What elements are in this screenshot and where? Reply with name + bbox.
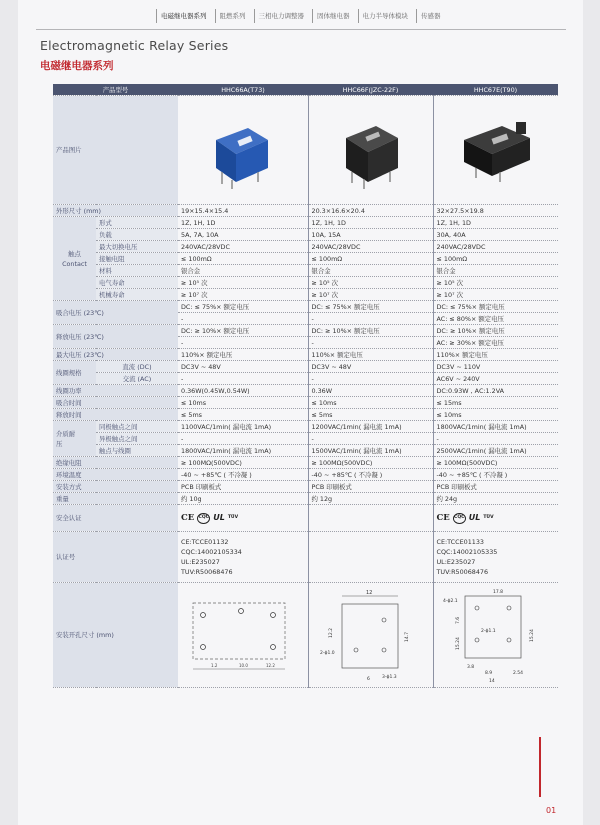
- certno-3: [433, 532, 558, 583]
- cell: -: [308, 433, 433, 445]
- cell: 240VAC/28VDC: [178, 241, 308, 253]
- cell: 10A, 15A: [308, 229, 433, 241]
- cell: ≥ 10⁵ 次: [308, 277, 433, 289]
- contact-row: [53, 265, 558, 277]
- cell: AC: ≤ 80%× 额定电压: [433, 313, 558, 325]
- safety-marks-1: [178, 505, 308, 532]
- coil-row: [53, 373, 558, 385]
- pcb-dim: 17.8: [492, 589, 503, 595]
- cell: -40 ~ +85℃ ( 不冷凝 ): [178, 469, 308, 481]
- cell: 约 12g: [308, 493, 433, 505]
- contact-row: [53, 253, 558, 265]
- safety-marks-2: [308, 505, 433, 532]
- cell: -: [308, 373, 433, 385]
- cell: -40 ~ +85℃ ( 不冷凝 ): [433, 469, 558, 481]
- cell: 30A, 40A: [433, 229, 558, 241]
- cert-number: TUV:R50068476: [181, 568, 233, 576]
- insulation-row: [53, 457, 558, 469]
- cell: 银合金: [178, 265, 308, 277]
- pickup-label: 吸合电压 (23℃): [53, 301, 178, 325]
- cell: ≤ 5ms: [178, 409, 308, 421]
- certno-1: [178, 532, 308, 583]
- contact-label: 机械寿命: [96, 289, 178, 301]
- cell: PCB 印刷板式: [178, 481, 308, 493]
- cert-number: UL:E235027: [181, 558, 220, 566]
- picktime-row: [53, 397, 558, 409]
- cell: 2500VAC/1min( 漏电流 1mA): [433, 445, 558, 457]
- pcb-dim: 12: [365, 589, 372, 596]
- cell: ≥ 100MΩ(500VDC): [178, 457, 308, 469]
- certno-label: 认证号: [53, 532, 178, 583]
- dielectric-label: 异极触点之间: [96, 433, 178, 445]
- cell: ≥ 10⁵ 次: [178, 277, 308, 289]
- release-label: 释放电压 (23℃): [53, 325, 178, 349]
- cqc-mark-icon: CQC: [453, 513, 466, 524]
- tab-solid-state-relay[interactable]: 固体继电器: [312, 9, 358, 23]
- pcb-row: [53, 583, 558, 688]
- pcb-dim: 4-ϕ2.1: [442, 598, 458, 604]
- temp-row: [53, 469, 558, 481]
- dielectric-row: [53, 445, 558, 457]
- ul-mark-icon: UL: [213, 513, 225, 522]
- spec-table: [53, 84, 558, 688]
- header-divider: [36, 29, 566, 30]
- cell: 240VAC/28VDC: [308, 241, 433, 253]
- contact-label: 形式: [96, 217, 178, 229]
- cert-number: CQC:14002105335: [436, 548, 498, 556]
- pcb-dim: 3-ϕ1.3: [381, 674, 397, 680]
- cell: 1800VAC/1min( 漏电流 1mA): [433, 421, 558, 433]
- contact-label: 材料: [96, 265, 178, 277]
- cell: PCB 印刷板式: [308, 481, 433, 493]
- pcb-drawing-2: [308, 583, 433, 688]
- ul-mark-icon: UL: [468, 513, 481, 522]
- cell: 110%× 额定电压: [178, 349, 308, 361]
- cell: ≤ 100mΩ: [178, 253, 308, 265]
- cell: -: [178, 313, 308, 325]
- model-3: HHC67E(T90): [433, 84, 558, 96]
- pcb-dim: 12.2: [266, 662, 275, 668]
- coil-label: 交流 (AC): [96, 373, 178, 385]
- cell: 约 24g: [433, 493, 558, 505]
- cell: DC: ≥ 10%× 额定电压: [178, 325, 308, 337]
- tab-three-phase-regulator[interactable]: 三相电力调整器: [254, 9, 313, 23]
- cell: ≤ 10ms: [308, 397, 433, 409]
- cqc-mark-icon: CQC: [197, 513, 210, 524]
- cell: DC3V ~ 48V: [178, 361, 308, 373]
- cell: ≥ 100MΩ(500VDC): [308, 457, 433, 469]
- cert-number: UL:E235027: [436, 558, 476, 566]
- dielectric-label: 触点与线圈: [96, 445, 178, 457]
- tuv-mark-icon: TÜV: [483, 515, 494, 520]
- cell: ≥ 10⁵ 次: [433, 277, 558, 289]
- tab-sensor[interactable]: 传感器: [416, 9, 449, 23]
- contact-row: [53, 289, 558, 301]
- model-label: 产品型号: [53, 84, 178, 96]
- contact-group-label: 触点 Contact: [53, 217, 96, 301]
- cell: 1200VAC/1min( 漏电流 1mA): [308, 421, 433, 433]
- dims-row: [53, 205, 558, 217]
- cell: DC: ≤ 75%× 额定电压: [308, 301, 433, 313]
- cell: ≤ 10ms: [433, 409, 558, 421]
- cell: 1100VAC/1min( 漏电流 1mA): [178, 421, 308, 433]
- cert-number: CE:TCCE01132: [181, 538, 229, 546]
- page-title-cn: 电磁继电器系列: [40, 60, 114, 72]
- cell: DC: ≥ 10%× 额定电压: [433, 325, 558, 337]
- cell: -: [433, 433, 558, 445]
- weight-label: 重量: [53, 493, 178, 505]
- pcb-dim: 12.2: [328, 627, 334, 638]
- cell: 1Z, 1H, 1D: [308, 217, 433, 229]
- mount-label: 安装方式: [53, 481, 178, 493]
- cell: ≥ 10⁷ 次: [178, 289, 308, 301]
- relay-black-image: [336, 110, 406, 190]
- contact-row: [53, 229, 558, 241]
- cell: 0.36W: [308, 385, 433, 397]
- cell: -40 ~ +85℃ ( 不冷凝 ): [308, 469, 433, 481]
- pcb-label: 安装开孔尺寸 (mm): [53, 583, 178, 688]
- model-2: HHC66F(JZC-22F): [308, 84, 433, 96]
- insulation-label: 绝缘电阻: [53, 457, 178, 469]
- cell: -: [178, 373, 308, 385]
- tuv-mark-icon: TÜV: [227, 515, 239, 520]
- contact-row: [53, 277, 558, 289]
- relay-large-black-image: [456, 110, 536, 190]
- pcb-layout-c: [437, 584, 547, 684]
- pcb-dim: 2.54: [512, 670, 523, 676]
- cell: ≤ 5ms: [308, 409, 433, 421]
- cell: DC: ≤ 75%× 额定电压: [178, 301, 308, 313]
- cert-number: CE:TCCE01133: [436, 538, 484, 546]
- release-row: [53, 325, 558, 337]
- pcb-dim: 10.0: [239, 662, 248, 668]
- mount-row: [53, 481, 558, 493]
- product-image-2: [308, 96, 433, 205]
- pickup-row: [53, 301, 558, 313]
- pcb-dim: 1.2: [211, 662, 218, 668]
- releasetime-label: 释放时间: [53, 409, 178, 421]
- releasetime-row: [53, 409, 558, 421]
- cell: AC6V ~ 240V: [433, 373, 558, 385]
- coilpower-label: 线圈功率: [53, 385, 178, 397]
- ce-mark-icon: CE: [436, 513, 450, 523]
- contact-label: 电气寿命: [96, 277, 178, 289]
- contact-label: 负载: [96, 229, 178, 241]
- cert-number: CQC:14002105334: [181, 548, 242, 556]
- cell: 银合金: [308, 265, 433, 277]
- cell: DC3V ~ 48V: [308, 361, 433, 373]
- product-image-row: [53, 96, 558, 205]
- cell: 约 10g: [178, 493, 308, 505]
- safety-row: [53, 505, 558, 532]
- pcb-dim: 8.9: [484, 670, 492, 676]
- cell: -: [308, 337, 433, 349]
- model-1: HHC66A(T73): [178, 84, 308, 96]
- maxv-label: 最大电压 (23℃): [53, 349, 178, 361]
- dielectric-label: 同极触点之间: [96, 421, 178, 433]
- temp-label: 环境温度: [53, 469, 178, 481]
- pcb-dim: 14: [488, 678, 495, 684]
- cell: ≤ 100mΩ: [433, 253, 558, 265]
- dielectric-group-label: 介质耐 压: [53, 421, 96, 457]
- pcb-dim: 6: [366, 676, 370, 682]
- relay-blue-image: [208, 110, 278, 190]
- image-label: 产品图片: [53, 96, 178, 205]
- cell: 240VAC/28VDC: [433, 241, 558, 253]
- pcb-dim: 3.8: [466, 664, 474, 670]
- contact-label: 最大切换电压: [96, 241, 178, 253]
- safety-marks-3: [433, 505, 558, 532]
- page-edge-mark: [539, 737, 541, 797]
- cell: ≤ 100mΩ: [308, 253, 433, 265]
- tab-electromagnetic-relay[interactable]: 电磁继电器系列: [156, 9, 215, 23]
- cell: 110%× 额定电压: [308, 349, 433, 361]
- cell: -: [308, 313, 433, 325]
- coil-label: 直流 (DC): [96, 361, 178, 373]
- page-title-en: Electromagnetic Relay Series: [40, 38, 229, 53]
- cell: ≥ 10⁷ 次: [433, 289, 558, 301]
- coilpower-row: [53, 385, 558, 397]
- certno-row: [53, 532, 558, 583]
- pcb-dim: 2-ϕ1.0: [319, 650, 335, 656]
- cell: 1500VAC/1min( 漏电流 1mA): [308, 445, 433, 457]
- cell: 5A, 7A, 10A: [178, 229, 308, 241]
- dims-value-3: 32×27.5×19.8: [433, 205, 558, 217]
- cell: DC: ≥ 10%× 额定电压: [308, 325, 433, 337]
- tab-power-semiconductor[interactable]: 电力半导体模块: [358, 9, 417, 23]
- cell: 1Z, 1H, 1D: [178, 217, 308, 229]
- dielectric-row: [53, 421, 558, 433]
- cell: ≤ 15ms: [433, 397, 558, 409]
- product-image-3: [433, 96, 558, 205]
- coil-group-label: 线圈规格: [53, 361, 96, 385]
- page-number: 01: [546, 806, 557, 815]
- cell: PCB 印刷板式: [433, 481, 558, 493]
- pcb-dim: 14.7: [404, 631, 410, 642]
- tab-flame-retardant[interactable]: 阻燃系列: [215, 9, 254, 23]
- pcb-layout-b: [312, 584, 422, 684]
- cell: 1800VAC/1min( 漏电流 1mA): [178, 445, 308, 457]
- cell: DC3V ~ 110V: [433, 361, 558, 373]
- certno-2: [308, 532, 433, 583]
- cell: DC: ≤ 75%× 额定电压: [433, 301, 558, 313]
- cell: -: [178, 337, 308, 349]
- cell: AC: ≥ 30%× 额定电压: [433, 337, 558, 349]
- cell: ≥ 10⁷ 次: [308, 289, 433, 301]
- catalog-page: [18, 0, 583, 825]
- table-header-row: [53, 84, 558, 96]
- cell: 银合金: [433, 265, 558, 277]
- pcb-layout-a: [181, 589, 301, 679]
- contact-row: [53, 241, 558, 253]
- pcb-dim: 15.24: [529, 628, 535, 642]
- cert-number: TUV:R50068476: [436, 568, 489, 576]
- cell: ≥ 100MΩ(500VDC): [433, 457, 558, 469]
- dims-label: 外形尺寸 (mm): [53, 205, 178, 217]
- cell: DC:0.93W , AC:1.2VA: [433, 385, 558, 397]
- dims-value-2: 20.3×16.6×20.4: [308, 205, 433, 217]
- weight-row: [53, 493, 558, 505]
- pcb-dim: 15.24: [455, 636, 461, 650]
- picktime-label: 吸合时间: [53, 397, 178, 409]
- pcb-drawing-3: [433, 583, 558, 688]
- pcb-drawing-1: [178, 583, 308, 688]
- safety-label: 安全认证: [53, 505, 178, 532]
- cell: 0.36W(0.45W,0.54W): [178, 385, 308, 397]
- cell: ≤ 10ms: [178, 397, 308, 409]
- cell: 1Z, 1H, 1D: [433, 217, 558, 229]
- category-tabs: [156, 9, 568, 27]
- contact-label: 接触电阻: [96, 253, 178, 265]
- product-image-1: [178, 96, 308, 205]
- cell: -: [178, 433, 308, 445]
- dims-value-1: 19×15.4×15.4: [178, 205, 308, 217]
- contact-row: [53, 217, 558, 229]
- pcb-dim: 7.6: [455, 616, 461, 624]
- coil-row: [53, 361, 558, 373]
- cell: 110%× 额定电压: [433, 349, 558, 361]
- dielectric-row: [53, 433, 558, 445]
- pcb-dim: 2-ϕ1.1: [480, 628, 496, 634]
- ce-mark-icon: CE: [181, 513, 195, 523]
- maxv-row: [53, 349, 558, 361]
